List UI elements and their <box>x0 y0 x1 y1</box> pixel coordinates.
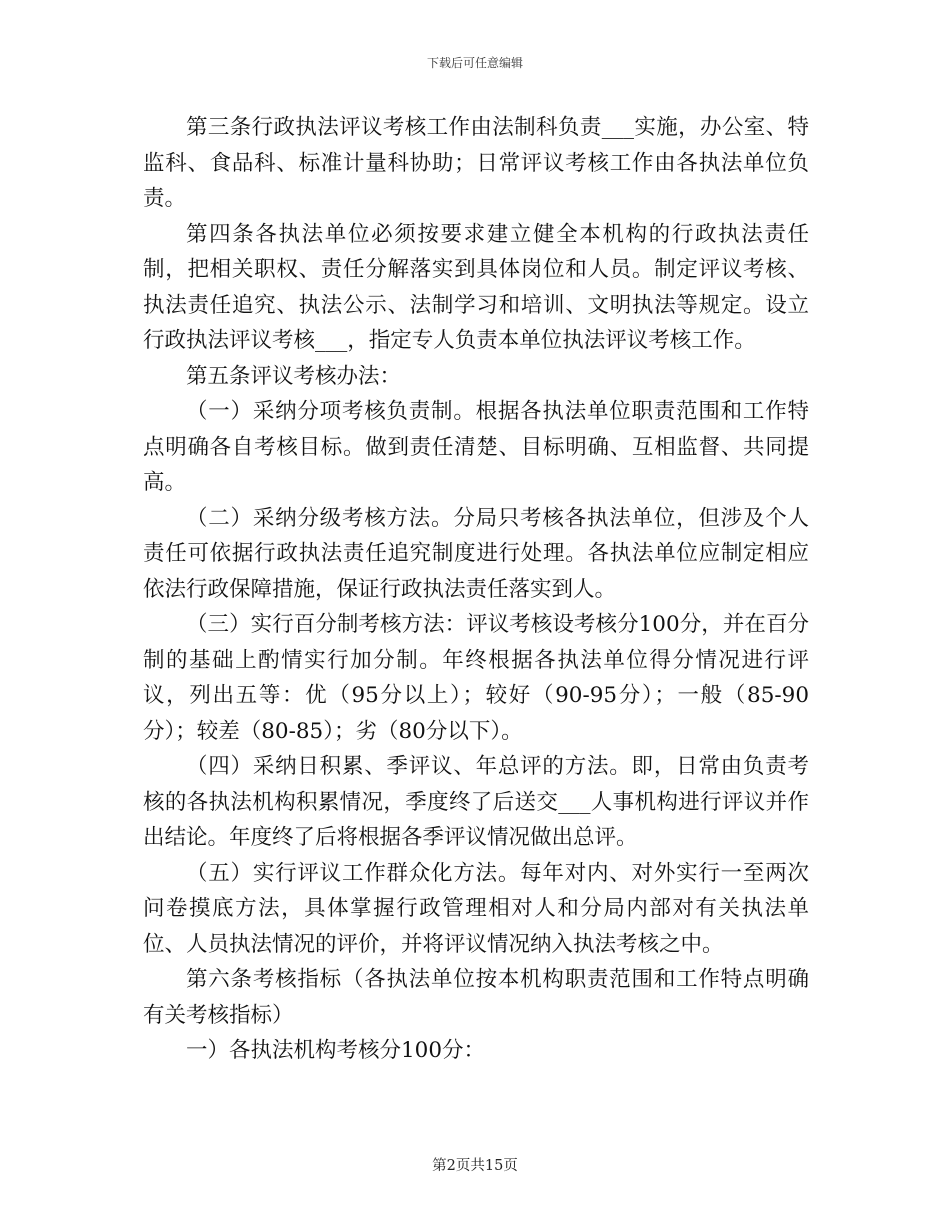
page-footer: 第2页共15页 <box>432 1158 518 1174</box>
page-header: 下载后可任意编辑 <box>426 56 523 70</box>
article-3-paragraph: 第三条行政执法评议考核工作由法制科负责___实施，办公室、特监科、食品科、标准计量科协助；日常评议考核工作由各执法单位负责。 <box>143 115 809 211</box>
method-2-paragraph: （二）采纳分级考核方法。分局只考核各执法单位，但涉及个人责任可依据行政执法责任追究制度进行处理。各执法单位应制定相应依法行政保障措施，保证行政执法责任落实到人。 <box>143 505 809 602</box>
method-3-paragraph: （三）实行百分制考核方法：评议考核设考核分100分，并在百分制的基础上酌情实行加分制。年终根据各执法单位得分情况进行评议，列出五等：优（95分以上）；较好（90-95分）；一般（85-90分）；较差（80-85）；劣（80分以下）。 <box>143 612 809 744</box>
method-5-paragraph: （五）实行评议工作群众化方法。每年对内、对外实行一至两次问卷摸底方法，具体掌握行政管理相对人和分局内部对有关执法单位、人员执法情况的评价，并将评议情况纳入执法考核之中。 <box>143 860 809 957</box>
article-5-heading: 第五条评议考核办法： <box>186 363 402 389</box>
indicator-1-paragraph: 一）各执法机构考核分100分： <box>186 1038 486 1063</box>
method-1-paragraph: （一）采纳分项考核负责制。根据各执法单位职责范围和工作特点明确各自考核目标。做到责任清楚、目标明确、互相监督、共同提高。 <box>143 399 809 495</box>
method-4-paragraph: （四）采纳日积累、季评议、年总评的方法。即，日常由负责考核的各执法机构积累情况，季度终了后送交___人事机构进行评议并作出结论。年度终了后将根据各季评议情况做出总评。 <box>143 754 809 850</box>
article-4-paragraph: 第四条各执法单位必须按要求建立健全本机构的行政执法责任制，把相关职权、责任分解落实到具体岗位和人员。制定评议考核、执法责任追究、执法公示、法制学习和培训、文明执法等规定。设立行政执法评议考核___，指定专人负责本单位执法评议考核工作。 <box>143 221 809 353</box>
document-body <box>143 110 809 1069</box>
article-6-paragraph: 第六条考核指标（各执法单位按本机构职责范围和工作特点明确有关考核指标） <box>143 967 809 1028</box>
